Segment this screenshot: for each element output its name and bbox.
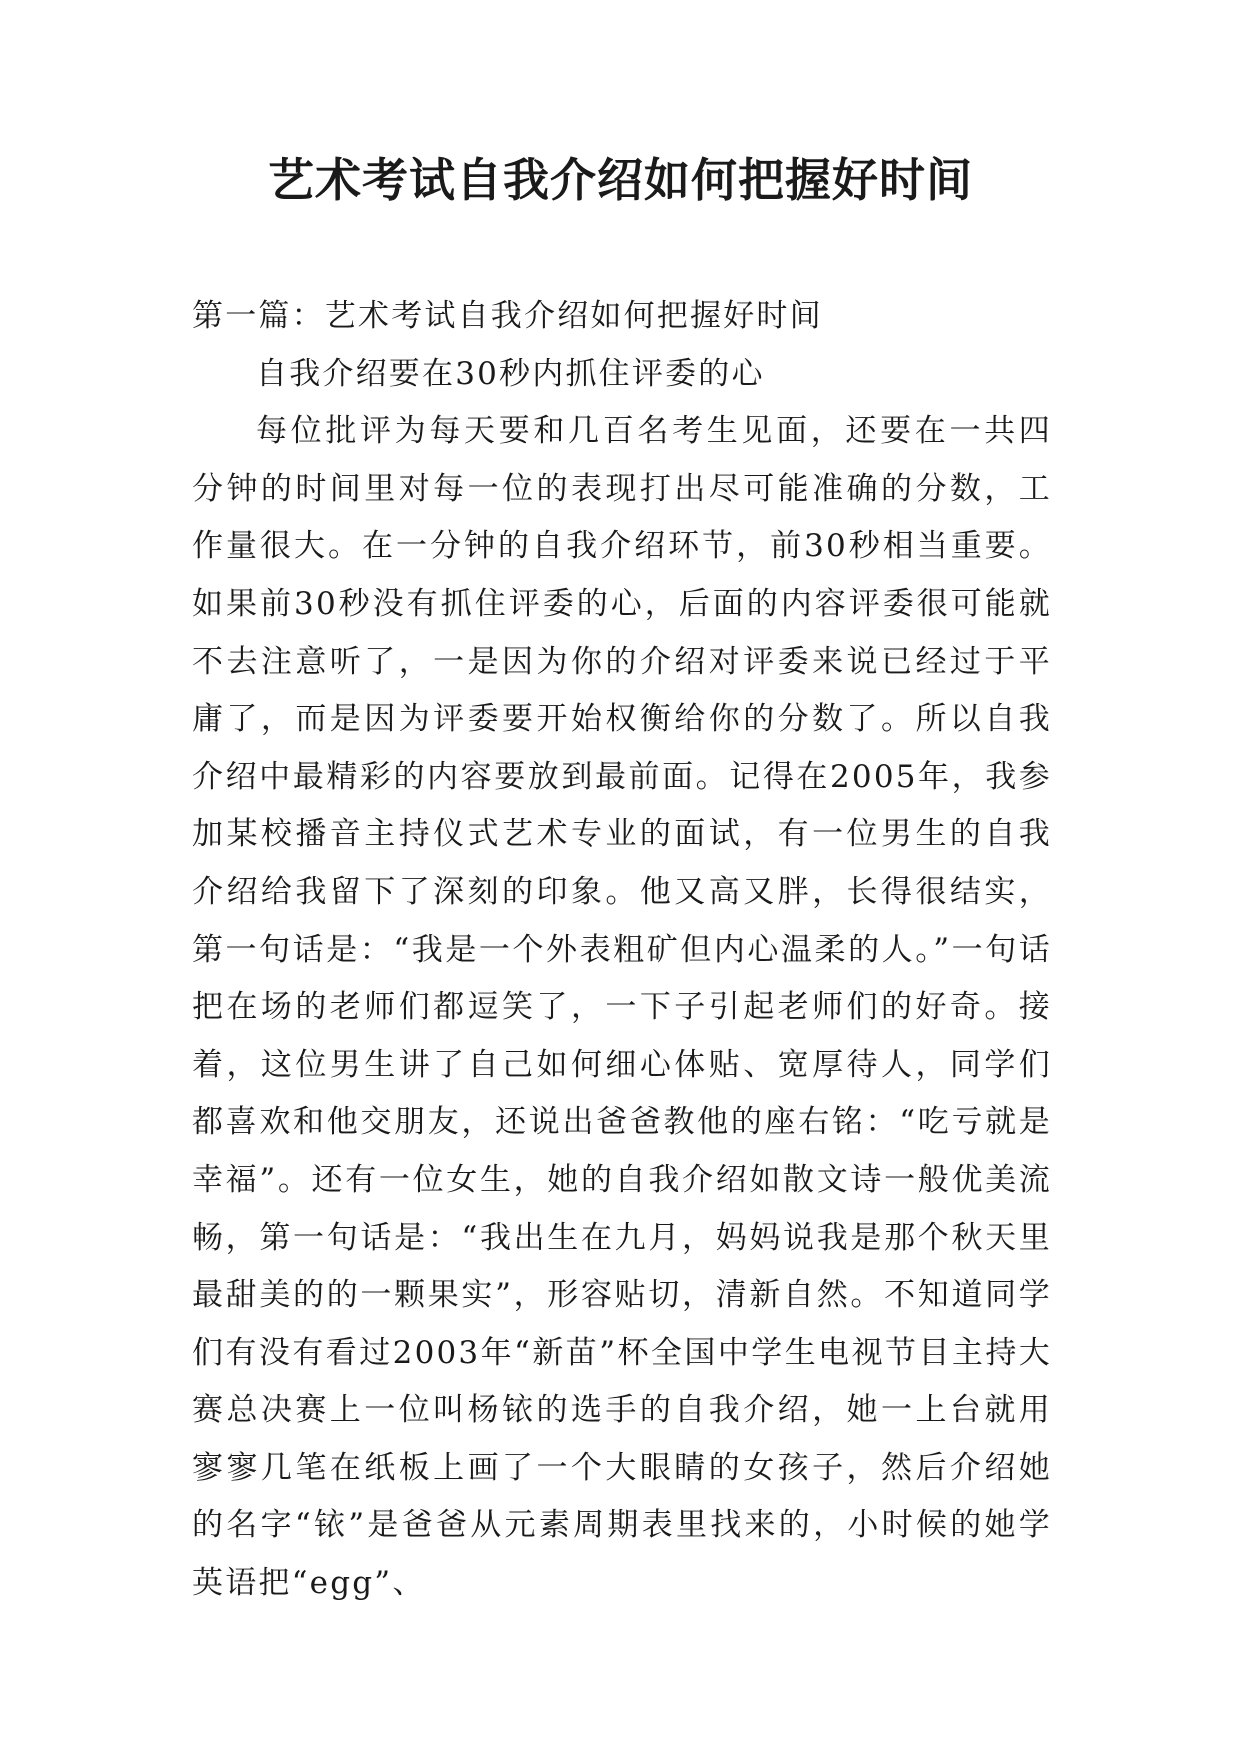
subheading: 自我介绍要在30秒内抓住评委的心 <box>256 355 765 392</box>
section-heading: 第一篇：艺术考试自我介绍如何把握好时间 <box>192 298 823 334</box>
body-paragraph: 每位批评为每天要和几百名考生见面，还要在一共四分钟的时间里对每一位的表现打出尽可能准确的分数，工作量很大。在一分钟的自我介绍环节，前30秒相当重要。如果前30秒没有抓住评委的心，后面的内容评委很可能就不去注意听了，一是因为你的介绍对评委来说已经过于平庸了，而是因为评委要开始权衡给你的分数了。所以自我介绍中最精彩的内容要放到最前面。记得在2005年，我参加某校播音主持仪式艺术专业的面试，有一位男生的自我介绍给我留下了深刻的印象。他又高又胖，长得很结实，第一句话是：“我是一个外表粗矿但内心温柔的人。”一句话把在场的老师们都逗笑了，一下子引起老师们的好奇。接着，这位男生讲了自己如何细心体贴、宽厚待人，同学们都喜欢和他交朋友，还说出爸爸教他的座右铭：“吃亏就是幸福”。还有一位女生，她的自我介绍如散文诗一般优美流畅，第一句话是：“我出生在九月，妈妈说我是那个秋天里最甜美的的一颗果实”，形容贴切，清新自然。不知道同学们有没有看过2003年“新苗”杯全国中学生电视节目主持大赛总决赛上一位叫杨铱的选手的自我介绍，她一上台就用寥寥几笔在纸板上画了一个大眼睛的女孩子，然后介绍她的名字“铱”是爸爸从元素周期表里找来的，小时候的她学英语把“egg”、 <box>192 413 1052 1602</box>
document-content <box>192 288 1052 1613</box>
document-title: 艺术考试自我介绍如何把握好时间 <box>268 153 973 207</box>
